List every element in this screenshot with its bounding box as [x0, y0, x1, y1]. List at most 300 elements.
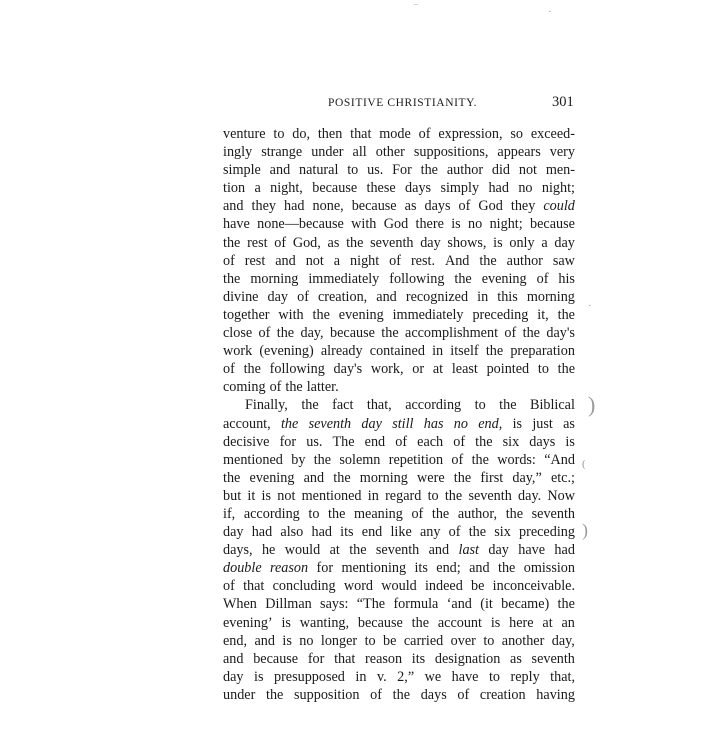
word: the [349, 542, 367, 559]
text-line [223, 378, 575, 396]
word: creation, [317, 288, 368, 305]
word: the [411, 614, 429, 631]
word: close [223, 325, 253, 342]
word: end, [478, 415, 503, 432]
word: the [223, 234, 241, 251]
word: the [557, 306, 575, 323]
word: of [448, 524, 461, 541]
word: days [424, 198, 451, 215]
word: God [478, 198, 503, 215]
word: the [420, 162, 438, 179]
word: following [269, 361, 325, 378]
word: the [431, 505, 450, 522]
word: of [451, 451, 464, 468]
word: pointed [486, 361, 530, 378]
word: the [346, 234, 364, 251]
word: did [491, 162, 511, 179]
text-line [223, 650, 575, 668]
word: is [261, 487, 271, 504]
word: men- [545, 162, 575, 179]
body-text [223, 125, 575, 704]
word: the [301, 397, 319, 414]
word: still [392, 415, 414, 432]
word: reason [270, 560, 309, 577]
word: for [279, 433, 297, 450]
word: they [251, 198, 276, 215]
word: had [554, 542, 575, 559]
word: no [453, 415, 468, 432]
word: six [494, 524, 511, 541]
word: double [223, 560, 262, 577]
word: following [389, 270, 445, 287]
word: the [499, 397, 517, 414]
word: is [490, 614, 501, 631]
word: having [536, 686, 575, 703]
word: had [488, 180, 509, 197]
text-line [223, 487, 575, 505]
word: and [254, 632, 275, 649]
word: under [311, 144, 344, 161]
text-line [223, 541, 575, 559]
scan-bracket-mark: ) [582, 520, 588, 540]
word: the [522, 325, 540, 342]
word: because [530, 216, 575, 233]
word: seventh [531, 650, 575, 667]
word: end, [223, 632, 248, 649]
word: day,” [512, 469, 542, 486]
word: of [274, 234, 287, 251]
word: mentioned [223, 451, 283, 468]
word: as [327, 234, 340, 251]
text-line [223, 360, 575, 378]
word: as [563, 415, 575, 432]
word: also [280, 524, 304, 541]
text-line [223, 614, 575, 632]
word: day [361, 415, 382, 432]
word: of [411, 505, 424, 522]
word: had [311, 524, 332, 541]
word: rest [247, 234, 268, 251]
word: wanting, [299, 614, 350, 631]
word: days [420, 686, 447, 703]
word: and [269, 162, 291, 179]
word: other [375, 144, 405, 161]
word: indeed [424, 578, 463, 595]
word: repetition [388, 451, 444, 468]
word: says: [320, 596, 349, 613]
word: its [411, 650, 426, 667]
word: work [223, 343, 253, 360]
word: words: [497, 451, 536, 468]
word: for [316, 560, 334, 577]
word: day [420, 234, 441, 251]
word: none—because [257, 216, 344, 233]
word: seventh [370, 234, 414, 251]
word: end [364, 433, 386, 450]
word: very [549, 144, 575, 161]
word: the [479, 252, 497, 269]
word: is [281, 614, 291, 631]
word: simple [223, 162, 261, 179]
word: an [561, 614, 575, 631]
word: day, [300, 325, 324, 342]
word: together [223, 306, 270, 323]
word: day's [546, 325, 575, 342]
word: so [510, 126, 524, 142]
page-number: 301 [552, 94, 574, 110]
word: seventh [308, 415, 352, 432]
text-line [223, 143, 575, 161]
word: solemn [339, 451, 381, 468]
word: us. [367, 162, 384, 179]
word: meaning [353, 505, 403, 522]
word: and [376, 288, 397, 305]
word: a [333, 252, 341, 269]
word: the [505, 505, 524, 522]
word: end [361, 524, 383, 541]
word: us. [306, 433, 323, 450]
word: that [350, 126, 372, 142]
word: appears [497, 144, 541, 161]
word: days [405, 180, 432, 197]
word: the [266, 686, 284, 703]
word: its [414, 560, 428, 577]
word: not [518, 162, 537, 179]
word: that [334, 650, 356, 667]
word: last [458, 542, 479, 559]
word: of [223, 252, 235, 269]
word: immediately [392, 306, 464, 323]
word: or [412, 361, 425, 378]
word: and [428, 542, 450, 559]
word: supposition [294, 686, 360, 703]
scan-speck: · [588, 300, 592, 312]
word: night; [541, 180, 575, 197]
word: of [457, 686, 470, 703]
text-line [223, 396, 575, 414]
word: the [444, 487, 463, 504]
word: six [502, 433, 520, 450]
word: ‘and [446, 596, 472, 613]
word: “The [356, 596, 386, 613]
word: first [480, 469, 504, 486]
word: longer [320, 632, 358, 649]
word: any [419, 524, 441, 541]
word: became) [501, 596, 550, 613]
word: because [312, 180, 358, 197]
scan-speck: ‾ [414, 4, 418, 16]
word: of [223, 578, 235, 595]
text-line [223, 306, 575, 324]
word: account [437, 614, 482, 631]
word: The [332, 433, 355, 450]
word: like [390, 524, 412, 541]
word: of [395, 433, 408, 450]
word: to [273, 126, 285, 142]
word: the [223, 270, 241, 287]
word: of [504, 325, 517, 342]
word: it [247, 487, 256, 504]
word: and [303, 469, 325, 486]
word: days [529, 433, 556, 450]
word: seventh [531, 505, 575, 522]
word: natural [299, 162, 339, 179]
word: carried [403, 632, 444, 649]
word: to [364, 632, 376, 649]
word: to [347, 162, 359, 179]
text-line [223, 433, 575, 451]
word: and [275, 252, 296, 269]
word: if, [223, 505, 236, 522]
word: the [381, 325, 399, 342]
text-line [223, 523, 575, 541]
word: be [471, 578, 485, 595]
word: saw [552, 252, 575, 269]
word: day [554, 234, 575, 251]
text-line [223, 577, 575, 595]
word: not [305, 252, 324, 269]
word: would [381, 578, 417, 595]
word: had [284, 198, 305, 215]
word: expression, [438, 126, 503, 142]
word: the [557, 596, 575, 613]
text-line [223, 270, 575, 288]
word: to [427, 487, 439, 504]
word: of [370, 686, 382, 703]
word: day [223, 524, 244, 541]
word: concluding [272, 578, 336, 595]
word: day [488, 542, 509, 559]
text-line [223, 179, 575, 197]
word: have [223, 216, 250, 233]
word: in [355, 668, 367, 685]
word: because [351, 198, 397, 215]
word: presupposed [273, 668, 345, 685]
word: day's [333, 361, 363, 378]
word: the [468, 524, 487, 541]
word: these [366, 180, 396, 197]
word: according [243, 505, 300, 522]
word: the [223, 469, 241, 486]
word: is [512, 415, 523, 432]
word: evening [249, 469, 295, 486]
word: had [251, 524, 273, 541]
word: accomplishment [405, 325, 499, 342]
text-line [223, 686, 575, 704]
word: the [498, 560, 516, 577]
word: the [243, 361, 261, 378]
word: creation [479, 686, 526, 703]
word: of [223, 361, 235, 378]
word: all [352, 144, 367, 161]
word: and [223, 198, 244, 215]
word: because [357, 614, 403, 631]
word: that, [550, 668, 575, 685]
word: evening [338, 306, 384, 323]
word: contained [369, 343, 425, 360]
word: the [392, 686, 411, 703]
word: is [493, 234, 503, 251]
word: already [320, 343, 363, 360]
word: mentioned [301, 487, 362, 504]
word: there [415, 216, 444, 233]
word: latter. [306, 379, 339, 396]
word: is [451, 216, 461, 233]
word: another [501, 632, 545, 649]
word: shows, [447, 234, 487, 251]
word: the [328, 505, 346, 522]
word: its [340, 524, 354, 541]
word: over [450, 632, 476, 649]
word: here [509, 614, 534, 631]
word: that [243, 578, 265, 595]
word: as [510, 650, 522, 667]
word: reply [510, 668, 540, 685]
word: with [351, 216, 377, 233]
word: decisive [223, 433, 270, 450]
word: author, [457, 505, 498, 522]
word: preceding [519, 524, 575, 541]
word: night [350, 252, 380, 269]
word: as [404, 198, 417, 215]
word: divine [223, 288, 259, 305]
text-line [223, 324, 575, 342]
word: of [458, 198, 471, 215]
word: we [424, 668, 442, 685]
word: only [509, 234, 535, 251]
word: the [454, 270, 472, 287]
word: and [469, 560, 490, 577]
word: the [471, 451, 489, 468]
word: according [405, 397, 462, 414]
word: (evening) [259, 343, 314, 360]
word: tion [223, 180, 246, 197]
word: author [446, 162, 484, 179]
word: designation [434, 650, 501, 667]
word: seventh [375, 542, 420, 559]
word: at [329, 542, 340, 559]
word: omission [523, 560, 575, 577]
word: then [317, 126, 343, 142]
word: his [558, 270, 575, 287]
word: the [333, 469, 351, 486]
scan-speck: · [548, 6, 552, 18]
word: under [223, 686, 256, 703]
text-line [223, 288, 575, 306]
text-line [223, 415, 575, 433]
word: the [285, 379, 303, 396]
word: itself [450, 343, 479, 360]
word: day [267, 288, 289, 305]
word: no [518, 180, 533, 197]
word: just [532, 415, 553, 432]
word: were [417, 469, 445, 486]
word: at [432, 361, 444, 378]
word: of [418, 126, 431, 142]
word: no [299, 632, 314, 649]
word: to [308, 505, 320, 522]
word: that, [366, 397, 392, 414]
word: it, [537, 306, 549, 323]
word: evening’ [223, 614, 273, 631]
word: When [223, 596, 257, 613]
word: “And [544, 451, 575, 468]
word: be [383, 632, 397, 649]
word: word [343, 578, 374, 595]
word: work, [370, 361, 404, 378]
word: preceding [472, 306, 529, 323]
word: Dillman [265, 596, 312, 613]
word: mode [379, 126, 411, 142]
word: recognized [405, 288, 469, 305]
word: has [423, 415, 444, 432]
text-line [223, 252, 575, 270]
word: of [453, 433, 466, 450]
word: have [518, 542, 546, 559]
text-line [223, 632, 575, 650]
word: For [392, 162, 412, 179]
word: the [475, 433, 493, 450]
word: fact [332, 397, 354, 414]
word: in [432, 343, 444, 360]
word: (it [480, 596, 493, 613]
word: day, [551, 632, 575, 649]
word: is [282, 632, 292, 649]
word: no [468, 216, 483, 233]
word: of [258, 325, 271, 342]
word: etc.; [550, 469, 575, 486]
word: to [488, 668, 501, 685]
word: have [451, 668, 479, 685]
word: ingly [223, 144, 253, 161]
word: to [474, 397, 486, 414]
word: rest [244, 252, 266, 269]
word: of [269, 379, 282, 396]
word: venture [223, 126, 266, 142]
scan-bracket-mark: ) [588, 392, 596, 417]
text-line [223, 125, 575, 143]
word: reason [365, 650, 403, 667]
text-line [223, 668, 575, 686]
word: they [510, 198, 536, 215]
word: by [291, 451, 306, 468]
word: God, [292, 234, 321, 251]
text-line [223, 342, 575, 360]
word: to [483, 632, 495, 649]
word: day [223, 668, 244, 685]
word: the [313, 451, 332, 468]
word: because [253, 650, 299, 667]
word: to [537, 361, 549, 378]
word: of [297, 288, 309, 305]
text-line [223, 197, 575, 215]
word: author [506, 252, 543, 269]
text-line [223, 559, 575, 577]
word: could [543, 198, 575, 215]
word: because [330, 325, 375, 342]
word: with [278, 306, 304, 323]
word: would [284, 542, 321, 559]
word: morning [526, 288, 575, 305]
word: Biblical [529, 397, 575, 414]
word: the [453, 469, 472, 486]
word: the [280, 415, 299, 432]
word: account, [223, 415, 271, 432]
word: but [223, 487, 242, 504]
word: he [261, 542, 276, 559]
word: of [389, 252, 401, 269]
word: rest. [410, 252, 435, 269]
